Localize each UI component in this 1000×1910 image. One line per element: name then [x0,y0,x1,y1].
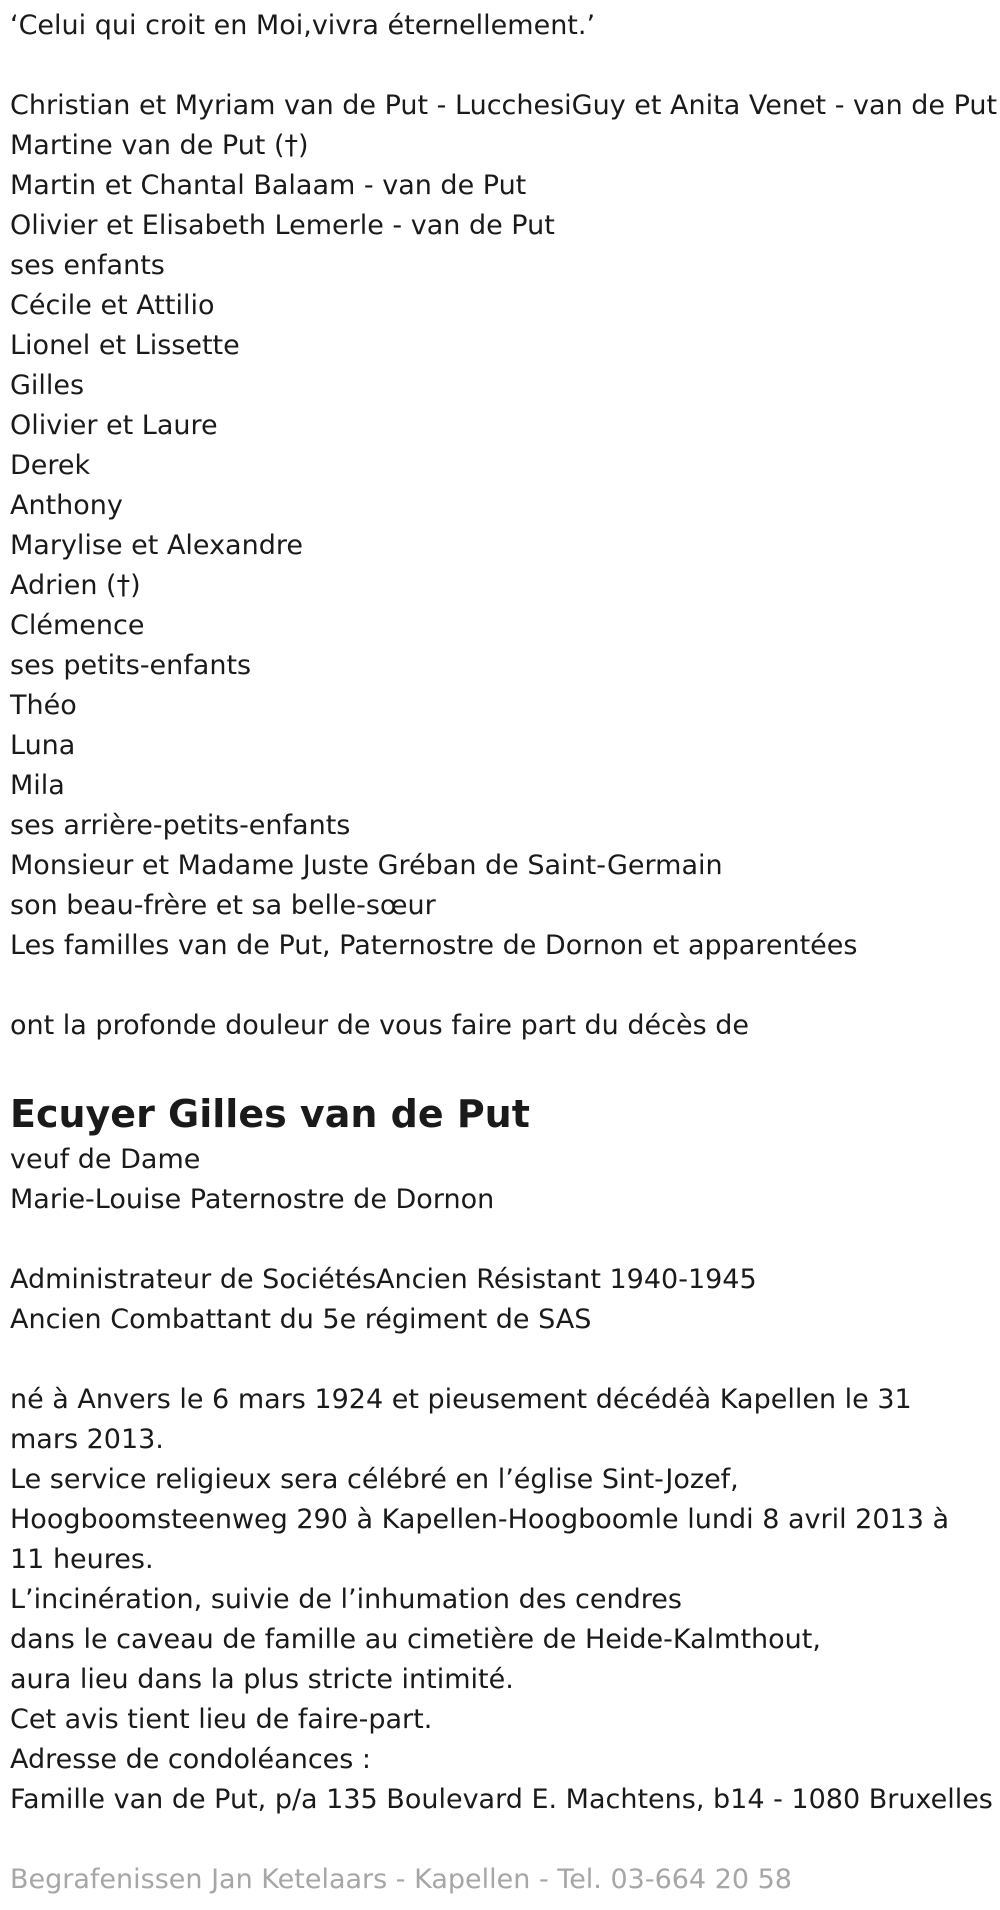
family-line: Cécile et Attilio [10,290,215,321]
spacer [10,966,990,1006]
family-line: Martin et Chantal Balaam - van de Put [10,170,527,201]
family-line: Clémence [10,610,145,641]
titles-line: Ancien Combattant du 5e régiment de SAS [10,1304,592,1335]
family-line: Christian et Myriam van de Put - LucchesiGuy et Anita Venet - van de Put [10,90,998,121]
family-line: Marylise et Alexandre [10,530,303,561]
family-line: Gilles [10,370,85,401]
family-line: ses arrière-petits-enfants [10,810,351,841]
spacer [10,46,990,86]
condolences-address: Famille van de Put, p/a 135 Boulevard E. Machtens, b14 - 1080 Bruxelles [10,1784,993,1815]
family-line: Anthony [10,490,123,521]
family-line: Théo [10,690,77,721]
family-line: ses enfants [10,250,165,281]
service-line: Le service religieux sera célébré en l’église Sint-Jozef, [10,1464,739,1495]
family-line: Mila [10,770,65,801]
family-line: son beau-frère et sa belle-sœur [10,890,436,921]
titles-line: Administrateur de SociétésAncien Résistant 1940-1945 [10,1264,757,1295]
family-line: Olivier et Laure [10,410,218,441]
family-line: Adrien (†) [10,570,141,601]
notice-line: Cet avis tient lieu de faire-part. [10,1704,433,1735]
spacer [10,1046,990,1086]
birth-death-text: né à Anvers le 6 mars 1924 et pieusement décédéà Kapellen le 31 mars 2013. [10,1384,912,1455]
spacer [10,1340,990,1380]
family-line: Monsieur et Madame Juste Gréban de Saint-Germain [10,850,723,881]
funeral-home-footer: Begrafenissen Jan Ketelaars - Kapellen - Tel. 03-664 20 58 [10,1864,792,1895]
family-line: Derek [10,450,91,481]
cremation-line: dans le caveau de famille au cimetière de Heide-Kalmthout, [10,1624,821,1655]
condolences-label: Adresse de condoléances : [10,1744,372,1775]
family-line: Les familles van de Put, Paternostre de Dornon et apparentées [10,930,858,961]
family-line: Lionel et Lissette [10,330,240,361]
family-line: ses petits-enfants [10,650,252,681]
cremation-line: L’incinération, suivie de l’inhumation des cendres [10,1584,682,1615]
family-line: Martine van de Put (†) [10,130,309,161]
announcement-text: ont la profonde douleur de vous faire part du décès de [10,1010,749,1041]
epigraph: ‘Celui qui croit en Moi,vivra éternellement.’ [10,10,596,41]
widower-line: Marie-Louise Paternostre de Dornon [10,1184,495,1215]
service-line: Hoogboomsteenweg 290 à Kapellen-Hoogboomle lundi 8 avril 2013 à 11 heures. [10,1504,950,1575]
family-list [10,86,998,966]
widower-line: veuf de Dame [10,1144,201,1175]
deceased-name: Ecuyer Gilles van de Put [10,1092,530,1136]
family-line: Olivier et Elisabeth Lemerle - van de Put [10,210,555,241]
spacer [10,1220,990,1260]
cremation-line: aura lieu dans la plus stricte intimité. [10,1664,514,1695]
family-line: Luna [10,730,76,761]
